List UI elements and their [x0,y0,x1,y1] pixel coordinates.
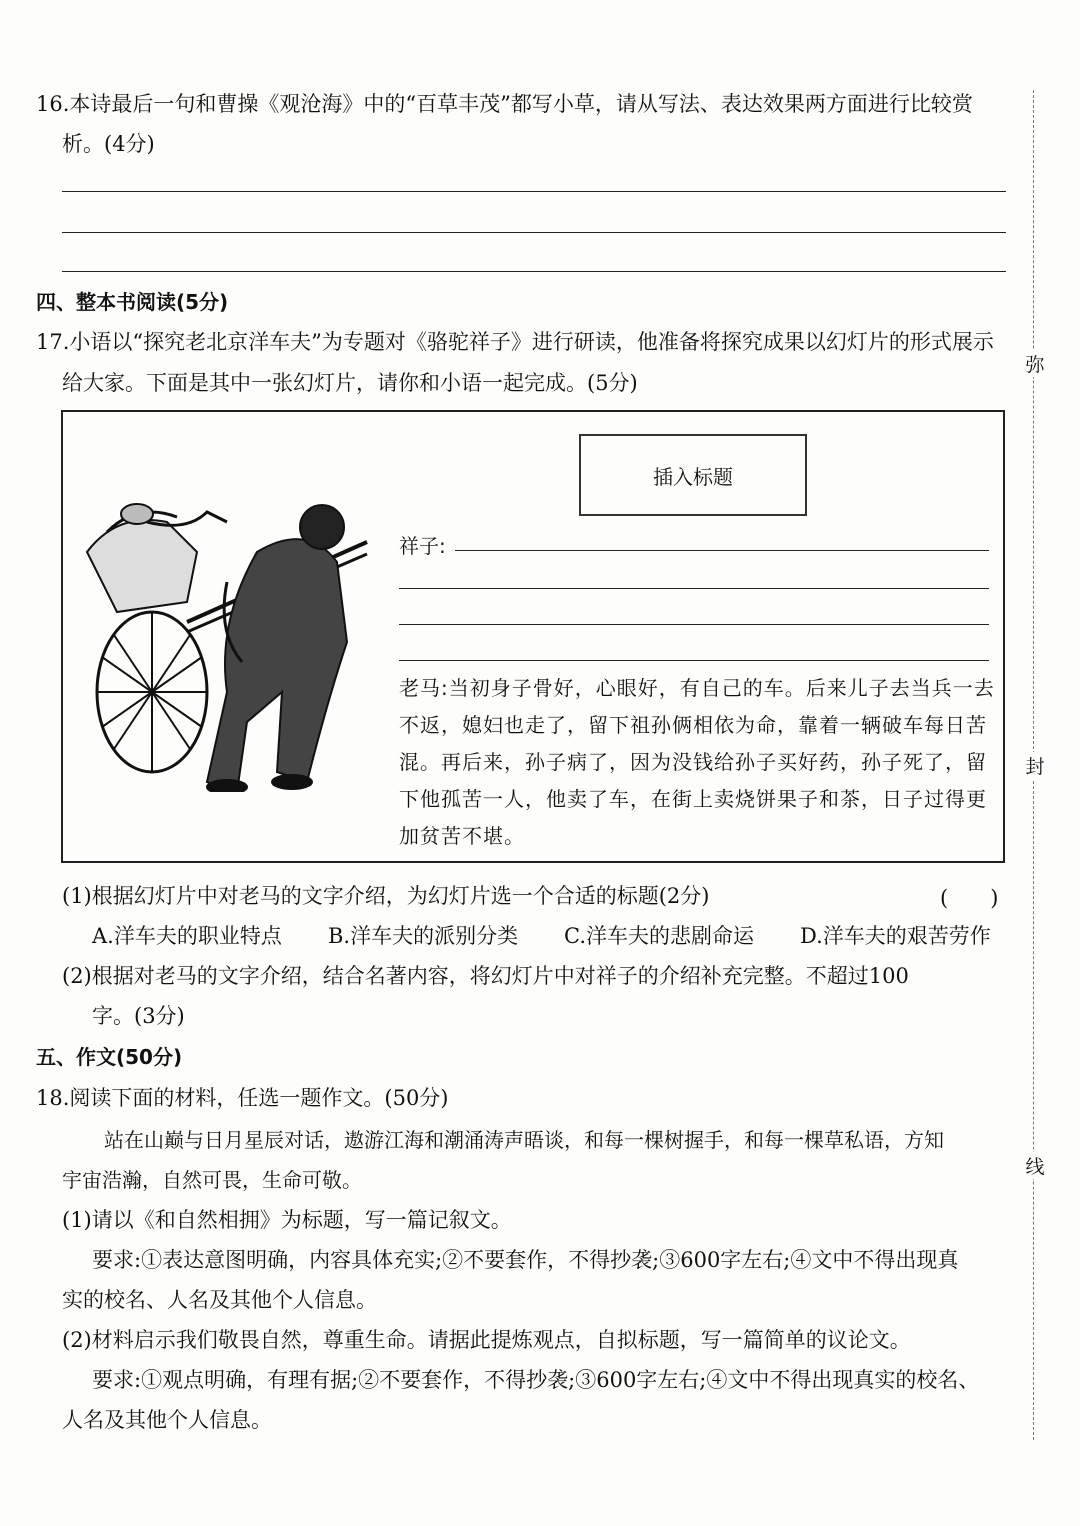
binding-char-feng: 封 [1024,752,1046,779]
sub1-text: (1)根据幻灯片中对老马的文字介绍，为幻灯片选一个合适的标题(2分) [62,884,710,908]
q16-line1: 16.本诗最后一句和曹操《观沧海》中的“百草丰茂”都写小草，请从写法、表达效果两方面进行比较赏 [36,92,973,116]
q18-prompt-2: (2)材料启示我们敬畏自然，尊重生命。请据此提炼观点，自拟标题，写一篇简单的议论文。 [62,1328,911,1352]
xiangzi-answer-line-1[interactable] [455,550,989,551]
xiangzi-answer-line-4[interactable] [399,660,989,661]
slide-frame [61,410,1005,863]
section-4-heading: 四、整本书阅读(5分) [36,290,229,314]
laoma-text: 老马:当初身子骨好，心眼好，有自己的车。后来儿子去当兵一去不返，媳妇也走了，留下祖孙俩相依为命，靠着一辆破车每日苦混。再后来，孙子病了，因为没钱给孙子买好药，孙子死了，留下他孤苦一人，他卖了车，在街上卖烧饼果子和茶，日子过得更加贫苦不堪。 [399,676,995,848]
q18-req1-line1: 要求:①表达意图明确，内容具体充实;②不要套作，不得抄袭;③600字左右;④文中不得出现真 [92,1248,959,1272]
sub2-line2: 字。(3分) [92,1004,185,1028]
q17-line1: 17.小语以“探究老北京洋车夫”为专题对《骆驼祥子》进行研读，他准备将探究成果以幻灯片的形式展示 [36,330,994,354]
q18-req2-line1: 要求:①观点明确，有理有据;②不要套作，不得抄袭;③600字左右;④文中不得出现真实的校名、 [92,1368,980,1392]
rickshaw-puller-illustration [77,492,377,792]
option-b[interactable]: B.洋车夫的派别分类 [328,924,519,948]
q17-line2: 给大家。下面是其中一张幻灯片，请你和小语一起完成。(5分) [62,371,638,395]
sub2-line1: (2)根据对老马的文字介绍，结合名著内容，将幻灯片中对祥子的介绍补充完整。不超过100 [62,964,909,988]
q18-req2-line2: 人名及其他个人信息。 [62,1408,272,1432]
option-d[interactable]: D.洋车夫的艰苦劳作 [800,924,991,948]
binding-char-xian: 线 [1024,1152,1046,1179]
xiangzi-label: 祥子: [399,534,446,558]
option-c[interactable]: C.洋车夫的悲剧命运 [564,924,754,948]
sub1-answer-bracket[interactable]: ( ) [940,886,999,910]
q18-line1: 18.阅读下面的材料，任选一题作文。(50分) [36,1086,449,1110]
binding-char-mi: 弥 [1024,350,1046,377]
xiangzi-answer-line-3[interactable] [399,624,989,625]
option-a[interactable]: A.洋车夫的职业特点 [92,924,282,948]
q16-answer-line-2[interactable] [62,232,1006,233]
section-5-heading: 五、作文(50分) [36,1045,183,1069]
slide-title-box[interactable]: 插入标题 [579,434,807,516]
q18-prompt-1: (1)请以《和自然相拥》为标题，写一篇记叙文。 [62,1208,512,1232]
q18-material-1: 站在山巅与日月星辰对话，遨游江海和潮涌涛声晤谈，和每一棵树握手，和每一棵草私语，方知 [104,1128,944,1152]
q16-answer-line-3[interactable] [62,271,1006,272]
q16-answer-line-1[interactable] [62,191,1006,192]
q18-material-2: 宇宙浩瀚，自然可畏，生命可敬。 [62,1168,362,1192]
q16-line2: 析。(4分) [62,132,155,156]
q18-req1-line2: 实的校名、人名及其他个人信息。 [62,1288,377,1312]
xiangzi-answer-line-2[interactable] [399,588,989,589]
